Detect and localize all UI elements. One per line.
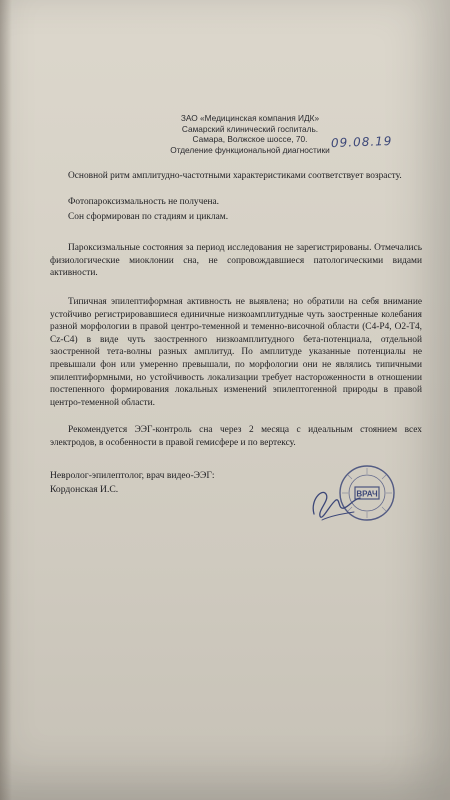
paragraph-recommendation: Рекомендуется ЭЭГ-контроль сна через 2 месяца с идеальным стоянием всех электродов, в особенности в правой гемисфере и по вертексу.: [50, 425, 422, 448]
letterhead-company: ЗАО «Медицинская компания ИДК»: [180, 113, 320, 123]
paragraph-epileptiform-activity: Типичная эпилептиформная активность не выявлена; но обратили на себя внимание устойчиво регистрировавшиеся единичные низкоамплитудные чуть заостренные колебания разной морфологии в правой центро-теменной и теменно-височной области (C4-P4, O2-T4, Cz-C4) в виде чуть заостренного низкоамплитудного бета-потенциала, отдельной заостренной тета-волны разных амплитуд. По амплитуде указанные потенциалы не превышали фон или умеренно превышали, по морфологии они не являлись типичными эпилептиформными, но устойчивость локализации требует настороженности в отношении постепенного формирования локальных изменений эпилептогенной природы в правой центро-теменной области.: [50, 297, 422, 408]
paper-edge-shadow: [0, 0, 12, 800]
paragraph-sleep: Сон сформирован по стадиям и циклам.: [68, 212, 229, 222]
letterhead-department: Отделение функциональной диагностики: [170, 144, 330, 155]
signature-name: Кордонская И.С.: [50, 484, 119, 495]
handwritten-date: 09.08.19: [330, 133, 393, 151]
stamp-center-text: ВРАЧ: [356, 489, 378, 499]
paragraph-photoparoxysmal: Фотопароксизмальность не получена.: [68, 197, 220, 207]
letterhead-hospital: Самарский клинический госпиталь.: [181, 123, 319, 134]
signature-title: Невролог-эпилептолог, врач видео-ЭЭГ:: [50, 470, 215, 481]
letterhead-address: Самара, Волжское шоссе, 70.: [192, 134, 308, 144]
letterhead: [140, 113, 360, 155]
round-stamp-icon: [338, 464, 396, 522]
paragraph-paroxysmal-states: Пароксизмальные состояния за период исследования не зарегистрированы. Отмечались физиологические миоклонии сна, не сопровождавшиеся патологическими видами активности.: [50, 243, 422, 279]
paragraph-basic-rhythm: Основной ритм амплитудно-частотными характеристиками соответствует возрасту.: [68, 171, 402, 181]
